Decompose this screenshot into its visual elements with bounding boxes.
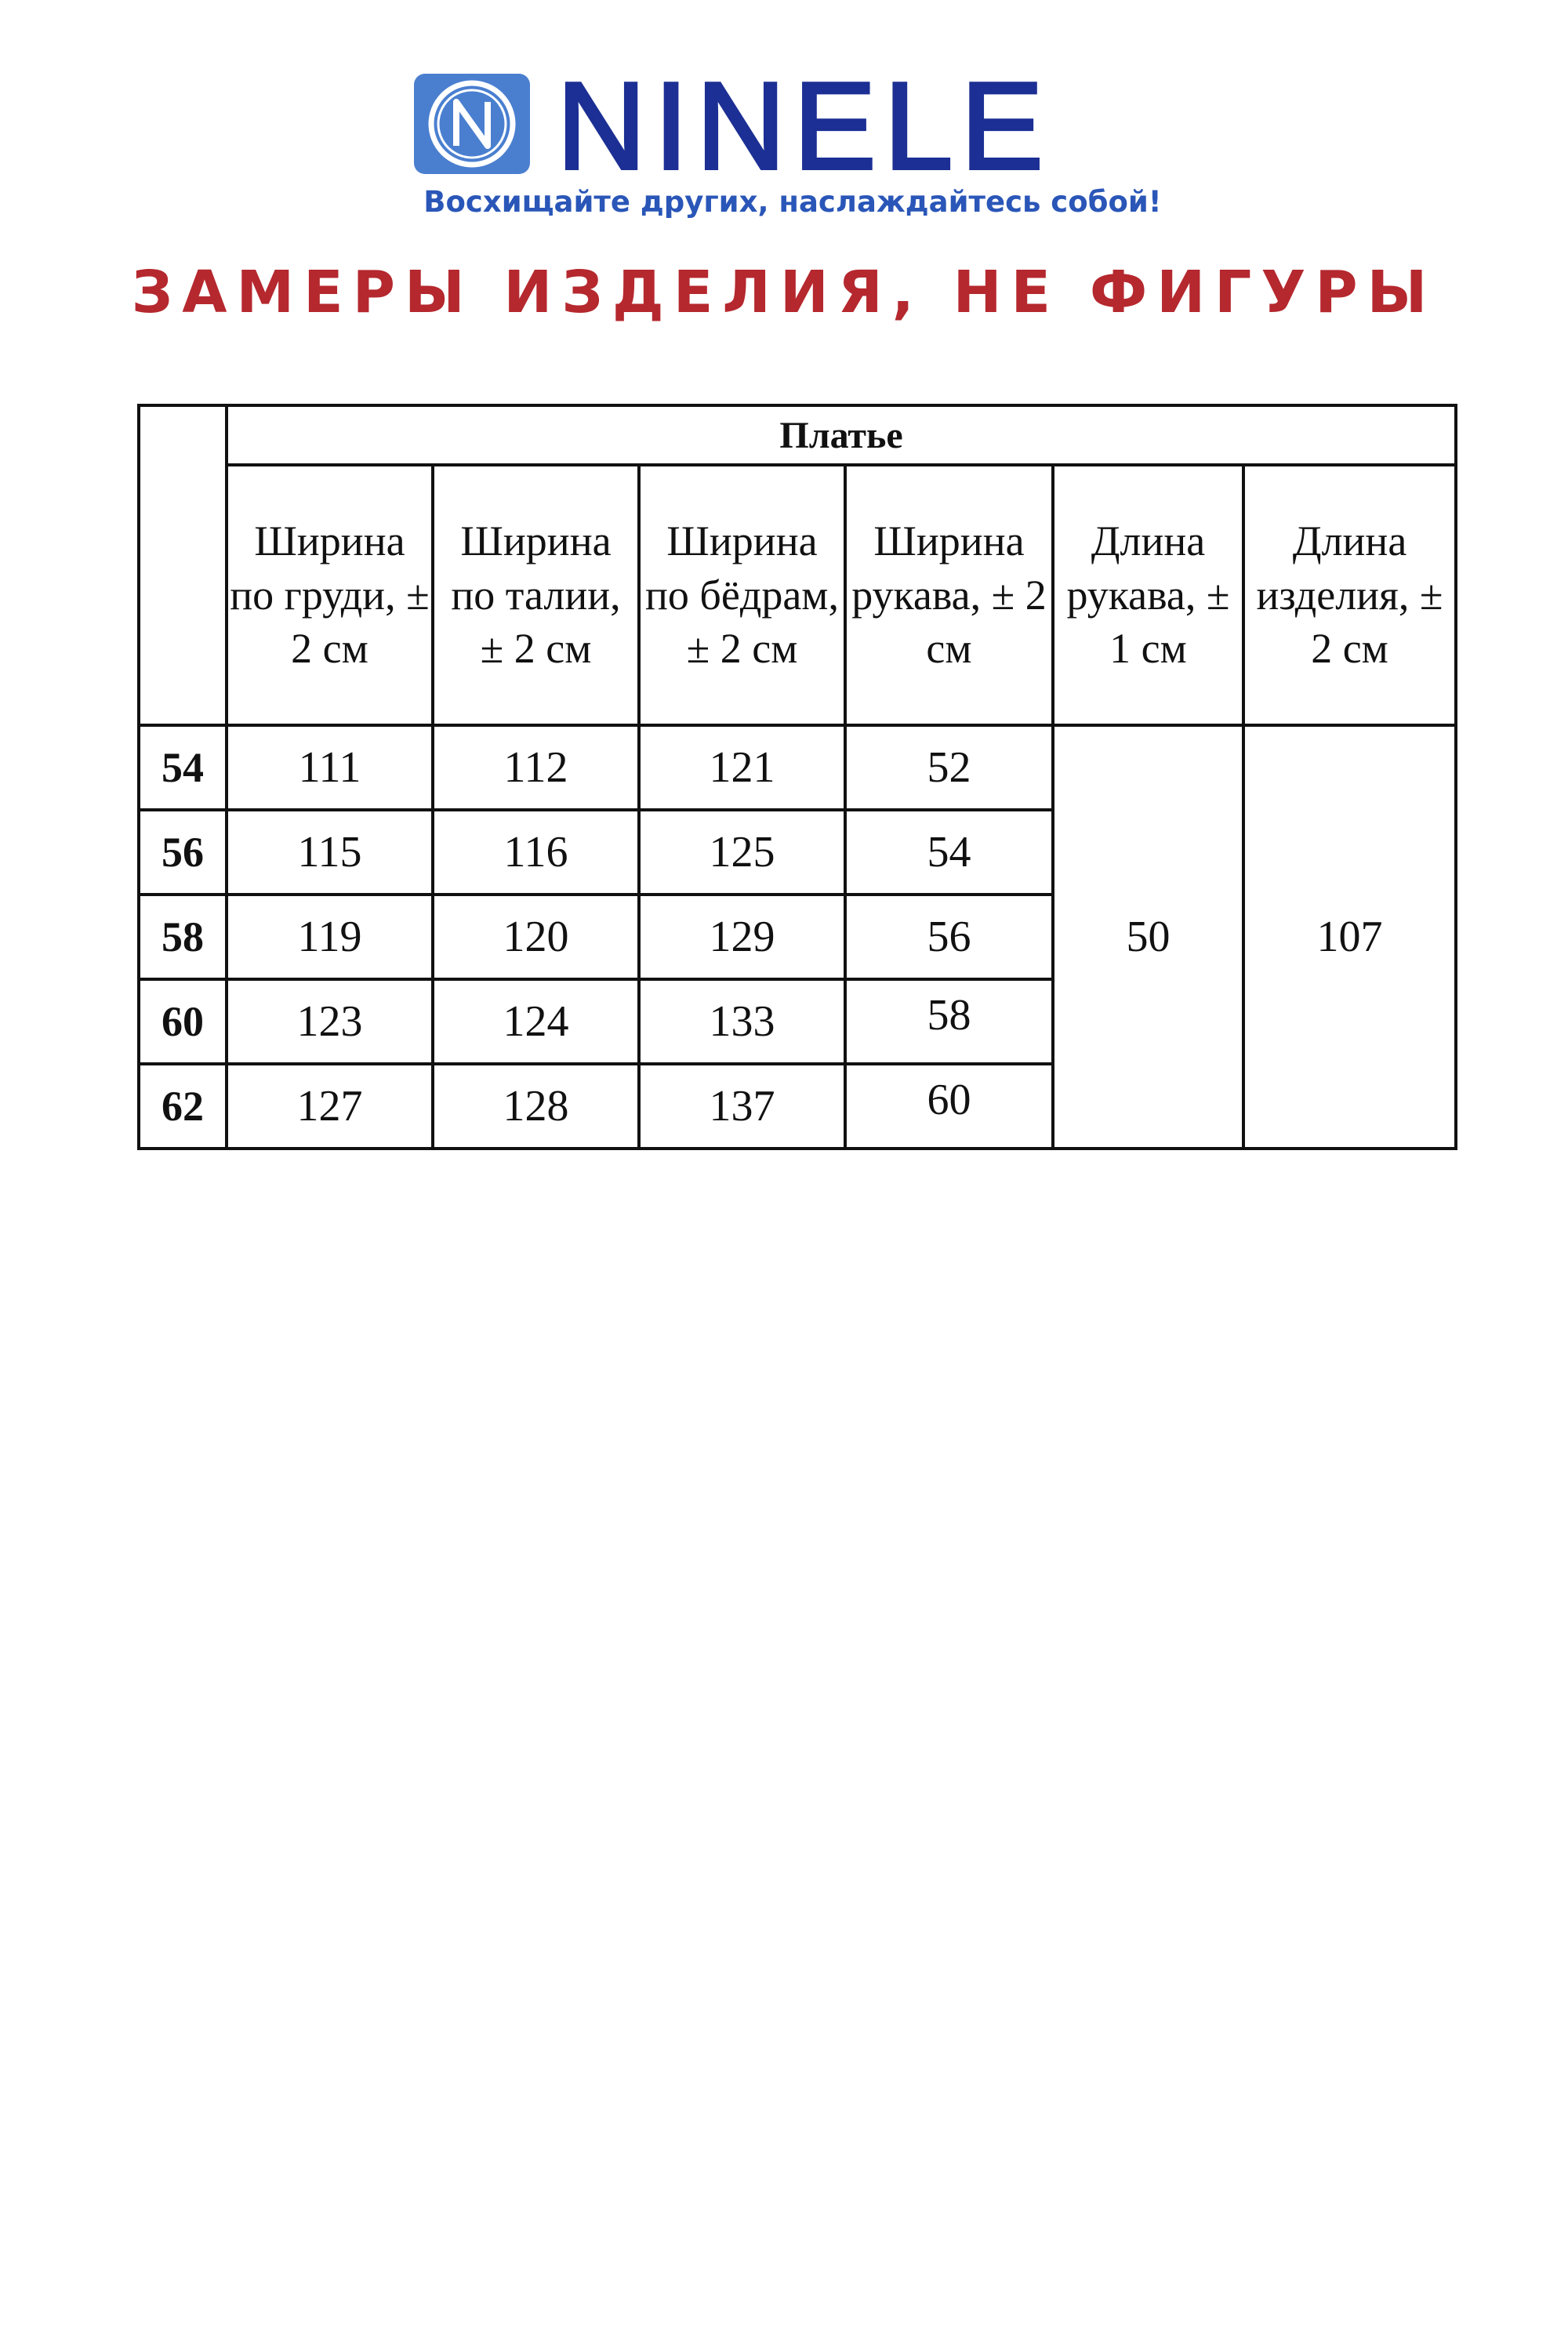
waist-cell: 116 xyxy=(433,810,639,895)
size-column-header xyxy=(139,405,227,725)
size-cell: 54 xyxy=(139,725,227,810)
hips-cell: 125 xyxy=(639,810,845,895)
brand-tagline: Восхищайте других, наслаждайтесь собой! xyxy=(423,185,1162,219)
waist-cell: 112 xyxy=(433,725,639,810)
sleeve-width-cell: 56 xyxy=(845,895,1053,979)
garment-length-cell: 107 xyxy=(1243,725,1456,1149)
chest-cell: 127 xyxy=(227,1064,433,1149)
table-column-header-row xyxy=(139,465,1456,725)
brand-name: NINELE xyxy=(557,57,1051,195)
col-header-sleeve-width: Ширина рукава, ± 2 см xyxy=(845,465,1053,725)
size-chart-table xyxy=(137,404,1457,1150)
chest-cell: 111 xyxy=(227,725,433,810)
page-headline: ЗАМЕРЫ ИЗДЕЛИЯ, НЕ ФИГУРЫ xyxy=(131,259,1437,326)
chest-cell: 123 xyxy=(227,979,433,1064)
hips-cell: 129 xyxy=(639,895,845,979)
hips-cell: 137 xyxy=(639,1064,845,1149)
table-group-header-row xyxy=(139,405,1456,465)
size-cell: 56 xyxy=(139,810,227,895)
table-row xyxy=(139,725,1456,810)
sleeve-width-cell: 60 xyxy=(845,1064,1053,1149)
waist-cell: 128 xyxy=(433,1064,639,1149)
hips-cell: 133 xyxy=(639,979,845,1064)
sleeve-width-cell: 54 xyxy=(845,810,1053,895)
col-header-chest: Ширина по груди, ± 2 см xyxy=(227,465,433,725)
sleeve-length-cell: 50 xyxy=(1053,725,1243,1149)
sleeve-width-cell: 52 xyxy=(845,725,1053,810)
size-cell: 58 xyxy=(139,895,227,979)
hips-cell: 121 xyxy=(639,725,845,810)
waist-cell: 120 xyxy=(433,895,639,979)
waist-cell: 124 xyxy=(433,979,639,1064)
col-header-sleeve-length: Длина рукава, ± 1 см xyxy=(1053,465,1243,725)
chest-cell: 119 xyxy=(227,895,433,979)
sleeve-width-cell: 58 xyxy=(845,979,1053,1064)
garment-group-header: Платье xyxy=(227,405,1456,465)
col-header-waist: Ширина по талии, ± 2 см xyxy=(433,465,639,725)
size-cell: 60 xyxy=(139,979,227,1064)
n-monogram-icon xyxy=(412,72,532,176)
size-cell: 62 xyxy=(139,1064,227,1149)
col-header-garment-length: Длина изделия, ± 2 см xyxy=(1243,465,1456,725)
col-header-hips: Ширина по бёдрам, ± 2 см xyxy=(639,465,845,725)
brand-logo xyxy=(412,57,1173,229)
chest-cell: 115 xyxy=(227,810,433,895)
